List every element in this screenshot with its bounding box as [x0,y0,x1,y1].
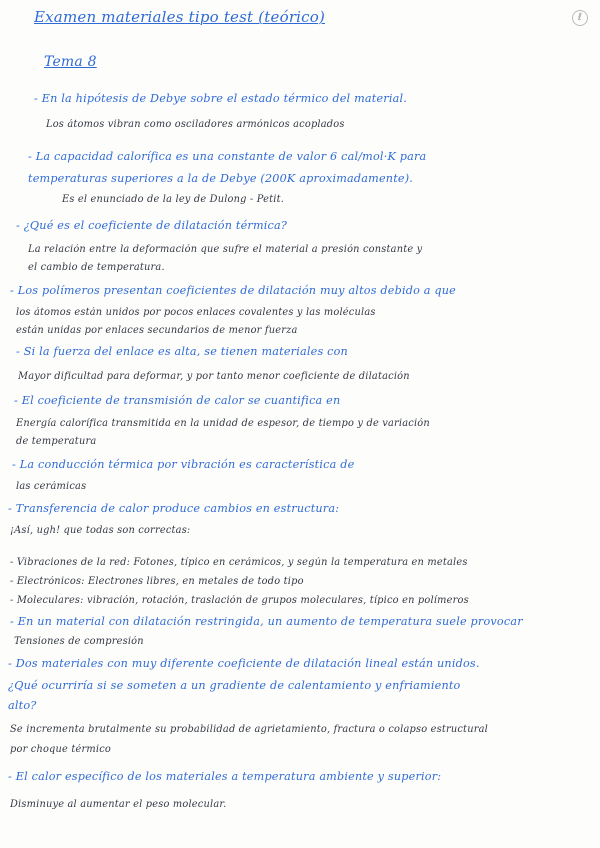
answer-line: están unidas por enlaces secundarios de menor fuerza [16,325,298,336]
question-line: - En la hipótesis de Debye sobre el estado térmico del material. [34,92,408,105]
question-line: alto? [8,699,37,712]
page-title: Examen materiales tipo test (teórico) [34,8,326,26]
answer-line: por choque térmico [10,744,111,755]
question-line: - Transferencia de calor produce cambios en estructura: [8,502,340,515]
answer-line: Los átomos vibran como osciladores armónicos acoplados [46,119,345,130]
question-line: - Dos materiales con muy diferente coeficiente de dilatación lineal están unidos. [8,657,480,670]
question-line: - El coeficiente de transmisión de calor se cuantifica en [14,394,341,407]
answer-line: Energía calorífica transmitida en la unidad de espesor, de tiempo y de variación [16,418,430,429]
answer-line: Mayor dificultad para deformar, y por tanto menor coeficiente de dilatación [18,371,410,382]
question-line: - ¿Qué es el coeficiente de dilatación térmica? [16,219,288,232]
question-line: - Los polímeros presentan coeficientes de dilatación muy altos debido a que [10,284,456,297]
answer-line: La relación entre la deformación que sufre el material a presión constante y [28,244,423,255]
answer-line: Tensiones de compresión [14,636,144,647]
section-heading: Tema 8 [44,54,97,70]
question-line: - En un material con dilatación restringida, un aumento de temperatura suele provocar [10,615,523,628]
answer-line: de temperatura [16,436,97,447]
question-line: ¿Qué ocurriría si se someten a un gradiente de calentamiento y enfriamiento [8,679,461,692]
answer-line: las cerámicas [16,481,87,492]
answer-line: Es el enunciado de la ley de Dulong - Petit. [62,194,285,205]
question-line: - La conducción térmica por vibración es característica de [12,458,355,471]
question-line: - Si la fuerza del enlace es alta, se tienen materiales con [16,345,348,358]
answer-line: el cambio de temperatura. [28,262,165,273]
question-line: - La capacidad calorífica es una constante de valor 6 cal/mol·K para [28,150,427,163]
answer-line: - Electrónicos: Electrones libres, en metales de todo tipo [10,576,304,587]
answer-line: - Moleculares: vibración, rotación, traslación de grupos moleculares, típico en polímeros [10,595,469,606]
question-line: - El calor específico de los materiales a temperatura ambiente y superior: [8,770,442,783]
answer-line: Disminuye al aumentar el peso molecular. [10,799,227,810]
answer-line: los átomos están unidos por pocos enlaces covalentes y las moléculas [16,307,376,318]
answer-line: ¡Así, ugh! que todas son correctas: [10,525,191,536]
question-line: temperaturas superiores a la de Debye (200K aproximadamente). [28,172,414,185]
answer-line: Se incrementa brutalmente su probabilidad de agrietamiento, fractura o colapso estructural [10,724,488,735]
answer-line: - Vibraciones de la red: Fotones, típico en cerámicos, y según la temperatura en metales [10,557,468,568]
corner-mark-icon: ℓ [572,10,588,26]
